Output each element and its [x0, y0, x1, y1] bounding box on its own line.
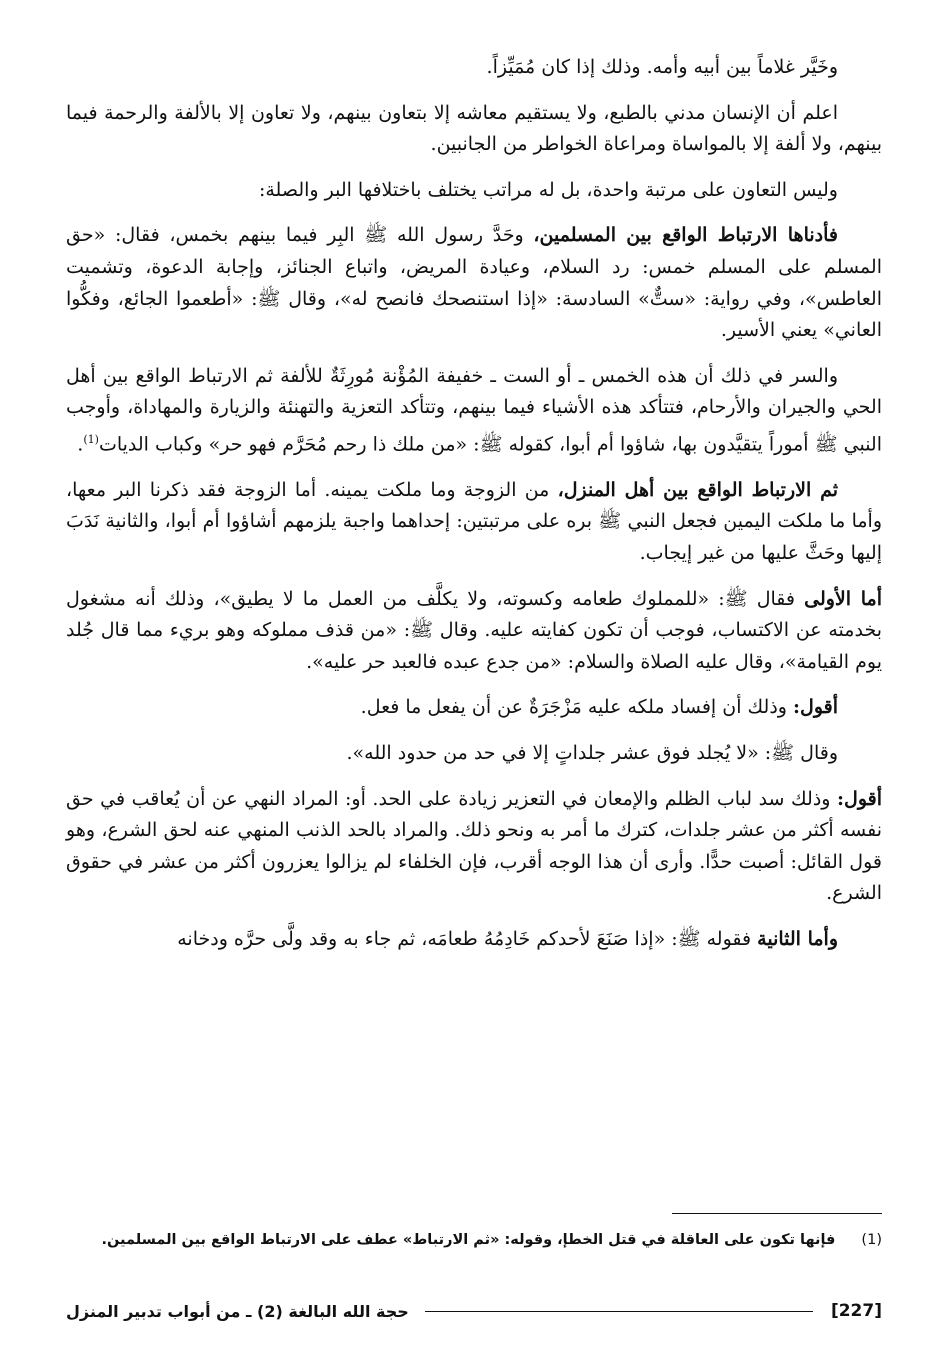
paragraph-6 [66, 475, 882, 570]
paragraph-7-text: فقال ﷺ: «للمملوك طعامه وكسوته، ولا يكلَّف من العمل ما لا يطيق»، وذلك أنه مشغول بخدمته عن الاكتساب، فوجب أن تكون كفايته عليه. وقال ﷺ: «من قذف مملوكه وهو بريء مما قال جُلد يوم القيامة»، وقال عليه الصلاة والسلام: «من جدع عبده فالعبد حر عليه». [66, 587, 882, 673]
paragraph-3-text: وليس التعاون على مرتبة واحدة، بل له مراتب يختلف باختلافها البر والصلة: [258, 178, 838, 201]
footnote-text: فإنها تكون على العاقلة في قتل الخطإ، وقوله: «ثم الارتباط» عطف على الارتباط الواقع بين المسلمين. [101, 1232, 836, 1248]
page-number: [227] [830, 1301, 882, 1321]
paragraph-9 [66, 738, 882, 770]
paragraph-2-text: اعلم أن الإنسان مدني بالطبع، ولا يستقيم معاشه إلا بتعاون بينهم، ولا تعاون إلا بالألفة والرحمة فيما بينهم، ولا ألفة إلا بالمواساة ومراعاة الخواطر من الجانبين. [66, 101, 882, 156]
page-footer [66, 1296, 882, 1326]
paragraph-1-text: وخَيَّر غلاماً بين أبيه وأمه. وذلك إذا كان مُمَيِّزاً. [486, 56, 838, 78]
paragraph-8-text: وذلك أن إفساد ملكه عليه مَزْجَرَةٌ عن أن يفعل ما فعل. [360, 696, 793, 719]
paragraph-10-lead: أقول: [837, 787, 882, 810]
paragraph-8 [66, 692, 882, 724]
footnote-divider [672, 1213, 882, 1214]
paragraph-2 [66, 98, 882, 161]
paragraph-5-text: والسر في ذلك أن هذه الخمس ـ أو الست ـ خفيفة المُؤْنة مُورِثَةٌ للألفة ثم الارتباط الواقع بين أهل الحي والجيران والأرحام، فتتأكد هذه الأشياء فيما بينهم، وتتأكد التعزية والتهنئة والزيارة والمهاداة، وأوجب النبي ﷺ أموراً يتقيَّدون بها، شاؤوا أم أبوا، كقوله ﷺ: «من ملك ذا رحم مُحَرَّم فهو حر» وكباب الديات [66, 364, 882, 456]
paragraph-9-text: وقال ﷺ: «لا يُجلد فوق عشر جلداتٍ إلا في حد من حدود الله». [346, 742, 838, 765]
footnote-number: (1) [861, 1232, 882, 1248]
paragraph-7 [66, 584, 882, 679]
paragraph-3 [66, 175, 882, 207]
paragraph-5 [66, 361, 882, 461]
paragraph-4 [66, 220, 882, 346]
paragraph-4-text: وحَدَّ رسول الله ﷺ البِر فيما بينهم بخمس، فقال: «حق المسلم على المسلم خمس: رد السلام، وعيادة المريض، واتباع الجنائز، وإجابة الدعوة، وتشميت العاطس»، وفي رواية: «ستٌّ» السادسة: «إذا استنصحك فانصح له»، وقال ﷺ: «أطعموا الجائع، وفكُّوا العاني» يعني الأسير. [66, 224, 882, 342]
footnote-reference: (1) [83, 432, 99, 446]
paragraph-5-end: . [77, 433, 84, 456]
paragraph-11-text: فقوله ﷺ: «إذا صَنَعَ لأحدكم خَادِمُهُ طعامَه، ثم جاء به وقد ولَّى حرَّه ودخانه [177, 927, 758, 950]
paragraph-8-lead: أقول: [793, 696, 838, 719]
paragraph-7-lead: أما الأولى [804, 587, 882, 610]
paragraph-10-text: وذلك سد لباب الظلم والإمعان في التعزير زيادة على الحد. أو: المراد النهي عن أن يُعاقب في حق نفسه أكثر من عشر جلدات، كترك ما أمر به ونحو ذلك. والمراد بالحد الذنب المنهي عنه لحق الشرع، وهو قول القائل: أصبت حدًّا. وأرى أن هذا الوجه أقرب، فإن الخلفاء لم يزالوا يعزرون أكثر من عشر في حقوق الشرع. [66, 787, 882, 905]
paragraph-1 [66, 52, 882, 84]
paragraph-10 [66, 784, 882, 910]
paragraph-6-text: من الزوجة وما ملكت يمينه. أما الزوجة فقد ذكرنا البر معها، وأما ما ملكت اليمين فجعل النبي ﷺ بره على مرتبتين: إحداهما واجبة يلزمهم أشاؤوا أم أبوا، والثانية نَدَبَ إليها وحَثَّ عليها من غير إيجاب. [66, 478, 882, 565]
footer-divider [425, 1311, 813, 1312]
footnote [66, 1228, 882, 1252]
paragraph-11-lead: وأما الثانية [757, 927, 838, 950]
running-title: حجة الله البالغة (2) ـ من أبواب تدبير المنزل [66, 1301, 409, 1321]
paragraph-4-lead: فأدناها الارتباط الواقع بين المسلمين، [533, 224, 838, 247]
paragraph-11 [66, 924, 882, 956]
paragraph-6-lead: ثم الارتباط الواقع بين أهل المنزل، [557, 478, 838, 501]
